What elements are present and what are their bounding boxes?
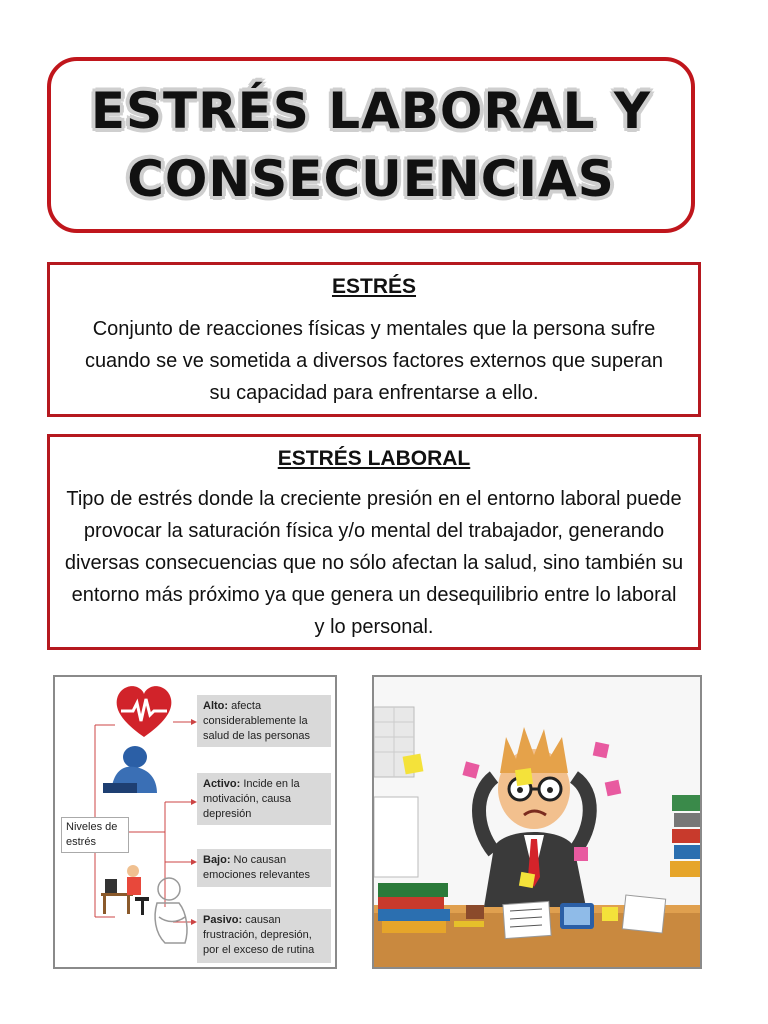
level-bajo-name: Bajo: [203,854,231,866]
level-activo [197,773,331,825]
level-bajo-desc: No causan emociones relevantes [203,854,311,881]
title-banner [47,57,695,233]
level-alto-name: Alto: [203,700,229,712]
level-alto-desc: afecta considerablemente la salud de las personas [203,700,311,742]
level-activo-desc: Incide en la motivación, causa depresión [203,778,300,820]
desk-worker-icon [99,863,155,917]
niveles-label: Niveles de estrés [61,817,129,853]
estres-definition-box [47,262,701,417]
title-line-2: CONSECUENCIAS [127,150,615,208]
level-activo-name: Activo: [203,778,241,790]
title-line-1: ESTRÉS LABORAL Y [90,82,652,140]
stressed-person-icon [101,743,163,795]
heart-ecg-icon [113,681,175,741]
estres-laboral-text: Tipo de estrés donde la creciente presión en el entorno laboral puede provocar la saturación física y/o mental del trabajador, generando diversas consecuencias que no sólo afectan la salud, sino también su entorno más próximo ya que genera un desequilibrio entre lo laboral y lo personal. [64,488,684,638]
level-pasivo-desc: causan frustración, depresión, por el exceso de rutina [203,914,315,956]
level-bajo [197,849,331,887]
estres-heading: ESTRÉS [331,275,417,298]
level-pasivo-name: Pasivo: [203,914,243,926]
sitting-person-icon [149,873,193,953]
stressed-worker-illustration [372,675,702,969]
estres-laboral-definition-box [47,434,701,650]
estres-text: Conjunto de reacciones físicas y mentales que la persona sufre cuando se ve sometida a diversos factores externos que superan su capacidad para enfrentarse a ello. [84,318,664,404]
stressed-worker-icon [374,677,700,967]
niveles-estres-diagram [53,675,337,969]
level-alto [197,695,331,747]
level-pasivo [197,909,331,963]
estres-laboral-heading: ESTRÉS LABORAL [277,447,471,470]
